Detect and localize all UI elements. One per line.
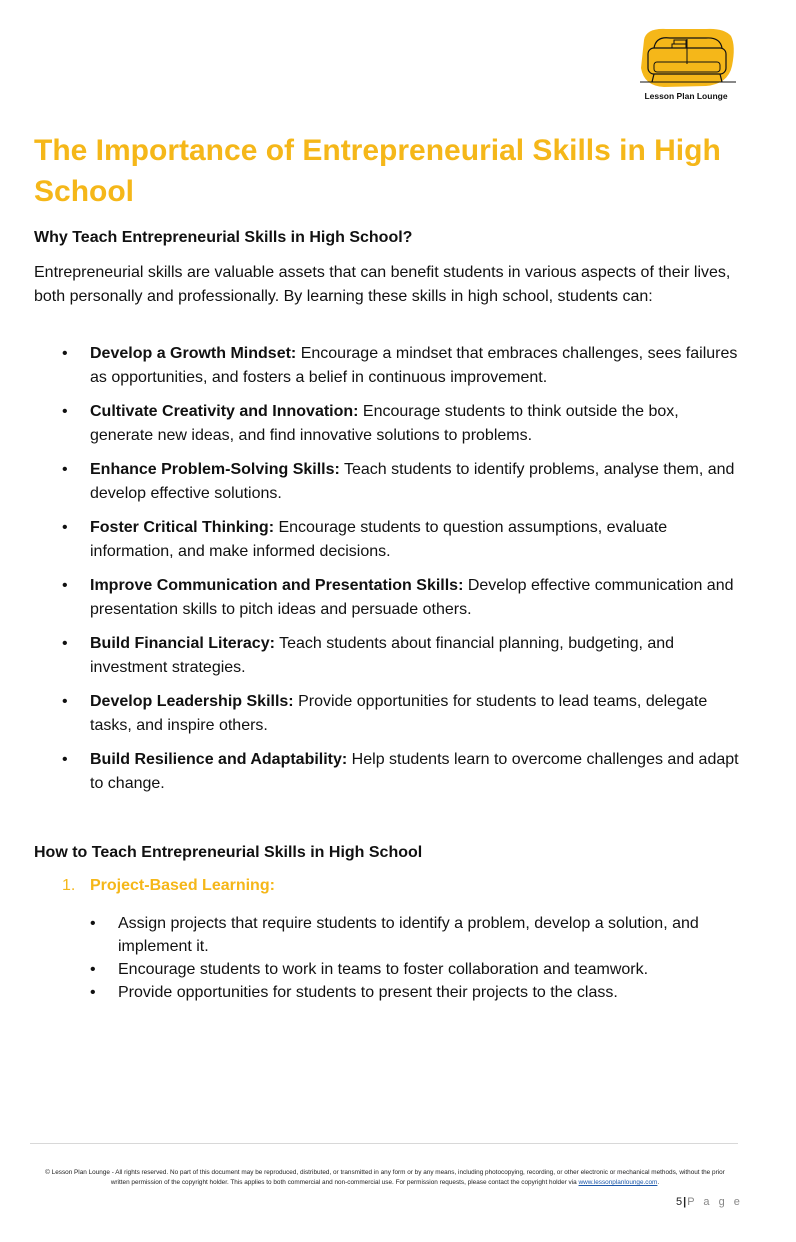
item-text: Provide opportunities for students to present their projects to the class. — [118, 984, 618, 1001]
item-description: Teach students about financial planning, budgeting, and investment strategies. — [90, 635, 675, 676]
bullet-icon: • — [90, 984, 96, 1001]
copyright-text: © Lesson Plan Lounge - All rights reserved. No part of this document may be reproduced, distributed, or transmitted in any form or by any means, including photocopying, recording, or other electronic or mechanical methods, without the prior written permission of the copyright holder. This applies to both commercial and non-commercial use. For permission requests, please contact the copyright holder via — [45, 1169, 725, 1186]
page-title: The Importance of Entrepreneurial Skills in High School — [34, 134, 721, 208]
item-text: Encourage students to work in teams to foster collaboration and teamwork. — [118, 961, 649, 978]
item-description: Encourage students to think outside the box, generate new ideas, and find innovative solutions to problems. — [90, 403, 679, 444]
item-description: Encourage a mindset that embraces challenges, sees failures as opportunities, and fosters a belief in continuous improvement. — [90, 345, 738, 386]
bullet-icon: • — [62, 403, 68, 420]
list-item — [0, 958, 718, 981]
list-item — [0, 574, 740, 632]
list-item — [0, 981, 718, 1004]
item-term: Develop Leadership Skills: — [90, 693, 294, 710]
list-item — [0, 632, 740, 690]
bullet-icon: • — [62, 751, 68, 768]
bullet-icon: • — [62, 635, 68, 652]
footer-divider — [30, 1143, 738, 1144]
bullet-icon: • — [62, 461, 68, 478]
item-term: Cultivate Creativity and Innovation: — [90, 403, 359, 420]
item-term: Improve Communication and Presentation Skills: — [90, 577, 464, 594]
numbered-title: Project-Based Learning: — [90, 877, 275, 894]
item-term: Foster Critical Thinking: — [90, 519, 275, 536]
list-number: 1. — [62, 877, 76, 894]
sofa-logo-icon — [636, 26, 740, 90]
item-description: Encourage students to question assumptions, evaluate information, and make informed decisions. — [90, 519, 668, 560]
item-term: Develop a Growth Mindset: — [90, 345, 297, 362]
list-item — [0, 400, 740, 458]
list-item — [0, 342, 740, 400]
project-list — [0, 912, 796, 1004]
section-heading-how: How to Teach Entrepreneurial Skills in High School — [34, 844, 423, 861]
page-separator: | — [683, 1196, 688, 1208]
copyright-footer — [40, 1168, 730, 1188]
bullet-icon: • — [90, 961, 96, 978]
list-item — [0, 912, 718, 958]
item-description: Develop effective communication and presentation skills to pitch ideas and persuade others. — [90, 577, 734, 618]
page-number — [676, 1196, 743, 1208]
numbered-heading — [62, 876, 275, 896]
item-description: Help students learn to overcome challenges and adapt to change. — [90, 751, 739, 792]
section-heading-why: Why Teach Entrepreneurial Skills in High School? — [34, 229, 413, 246]
skills-list — [0, 342, 796, 806]
link-suffix: . — [657, 1179, 660, 1186]
list-item — [0, 516, 740, 574]
page-number-value: 5 — [676, 1196, 684, 1208]
item-text: Assign projects that require students to identify a problem, develop a solution, and implement it. — [118, 915, 699, 955]
item-term: Build Financial Literacy: — [90, 635, 275, 652]
intro-paragraph: Entrepreneurial skills are valuable assets that can benefit students in various aspects of their lives, both personally and professionally. By learning these skills in high school, students can: — [34, 264, 731, 305]
list-item — [0, 748, 740, 806]
logo-text: Lesson Plan Lounge — [644, 91, 728, 101]
item-term: Build Resilience and Adaptability: — [90, 751, 348, 768]
item-description: Provide opportunities for students to lead teams, delegate tasks, and inspire others. — [90, 693, 708, 734]
list-item — [0, 458, 740, 516]
logo — [636, 26, 740, 106]
page-label: P a g e — [687, 1196, 743, 1208]
website-link[interactable]: www.lessonplanlounge.com — [578, 1179, 658, 1186]
bullet-icon: • — [62, 693, 68, 710]
item-term: Enhance Problem-Solving Skills: — [90, 461, 340, 478]
bullet-icon: • — [62, 345, 68, 362]
bullet-icon: • — [62, 519, 68, 536]
list-item — [0, 690, 740, 748]
bullet-icon: • — [62, 577, 68, 594]
bullet-icon: • — [90, 915, 96, 932]
item-description: Teach students to identify problems, analyse them, and develop effective solutions. — [90, 461, 735, 502]
